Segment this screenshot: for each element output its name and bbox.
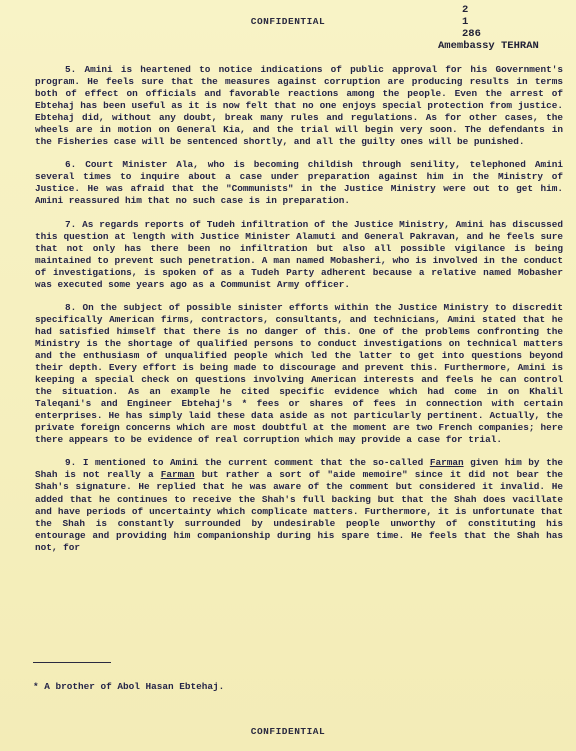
paragraph-text: Court Minister Ala, who is becoming childish through senility, telephoned Amini several times to inquire about a case under preparation against him in the Ministry of Justice. He was afraid that the "Communists" in the Justice Ministry were out to get him. Amini reassured him that no such case is in preparation. (35, 159, 563, 207)
paragraph-text: On the subject of possible sinister efforts within the Justice Ministry to discredit specifically American firms, contractors, consultants, and technicians, Amini stated that he had satisfied himself that there is no danger of this. One of the problems confronting the Ministry is the shortage of qualified persons to conduct investigations on technical matters and the enthusiasm of unqualified people which led the latter to get into questions beyond their depth. Every effort is being made to discourage and prevent this. Furthermore, Amini is keeping a special check on questions involving American interests and feels he can control the situation. As an example he cited specific evidence which had come in on Khalil Taleqani's and Engineer Ebtehaj's * fees or shares of fees in connection with certain enterprises. He has simply laid these data aside as not particularly pertinent. Actually, the private foreign concerns which are most doubtful at the moment are two French companies; here there appears to be evidence of real corruption which may provide a case for trial. (35, 301, 563, 446)
sheet-number: 1 (462, 16, 469, 28)
page-number: 286 (462, 28, 481, 40)
footer-classification: CONFIDENTIAL (250, 726, 326, 737)
paragraph-text: Amini is heartened to notice indications of public approval for his Government's program. He feels sure that the measures against corruption are producing results in terms both of effect on officials and favorable reactions among the people. Even the arrest of Ebtehaj has been useful as it is now felt that no one enjoys special protection from justice. Ebtehaj did, without any doubt, break many rules and regulations. As for other cases, the wheels are in motion on General Kia, and the trial will begin very soon. The defendants in the Fisheries case will be sentenced shortly, and all the guilty ones will be punished. (35, 64, 563, 148)
embassy-label: Amembassy TEHRAN (438, 40, 539, 52)
header-classification: CONFIDENTIAL (250, 16, 326, 27)
footnote: * A brother of Abol Hasan Ebtehaj. (33, 681, 225, 692)
paragraph-number: 5. (65, 64, 77, 75)
farman-term: Farman (160, 469, 195, 481)
paragraph-9 (35, 457, 563, 553)
paragraph-5 (35, 64, 563, 148)
paragraph-text: I mentioned to Amini the current comment that the so-called (82, 457, 430, 469)
farman-term: Farman (429, 457, 464, 469)
paragraph-number: 8. (65, 301, 77, 313)
paragraph-8 (35, 302, 563, 447)
paragraph-number: 6. (65, 159, 77, 171)
footnote-divider (33, 662, 111, 663)
paragraph-number: 9. (65, 457, 77, 469)
page-number-block (438, 4, 562, 52)
document-body (35, 64, 563, 565)
paragraph-text: given him by the Shah is not really a (35, 457, 564, 481)
paragraph-text: As regards reports of Tudeh infiltration of the Justice Ministry, Amini has discussed this question at length with Justice Minister Alamuti and General Pakravan, and he feels sure that not only has there been no infiltration but also all possible vigilance is being maintained to prevent such penetration. A man named Mobasheri, who is involved in the conduct of investigations, is spoken of as a Tudeh Party adherent because a relative named Mobasher was executed some years ago as a Communist Army officer. (35, 218, 563, 290)
paragraph-number: 7. (65, 218, 77, 230)
paragraph-6 (35, 159, 563, 207)
paragraph-text: but rather a sort of "aide memoire" since it did not bear the Shah's signature. He replied that he was aware of the comment but considered it invalid. He added that he continues to receive the Shah's full backing but that the Shah does vacillate and have periods of uncertainty which complicate matters. Furthermore, it is unfortunate that the Shah is constantly surrounded by undesirable people unworthy of constituting his entourage and providing him companionship during his spare time. He feels that the Shah has not, for (35, 469, 563, 553)
enclosure-number: 2 (462, 4, 469, 16)
paragraph-7 (35, 219, 563, 291)
